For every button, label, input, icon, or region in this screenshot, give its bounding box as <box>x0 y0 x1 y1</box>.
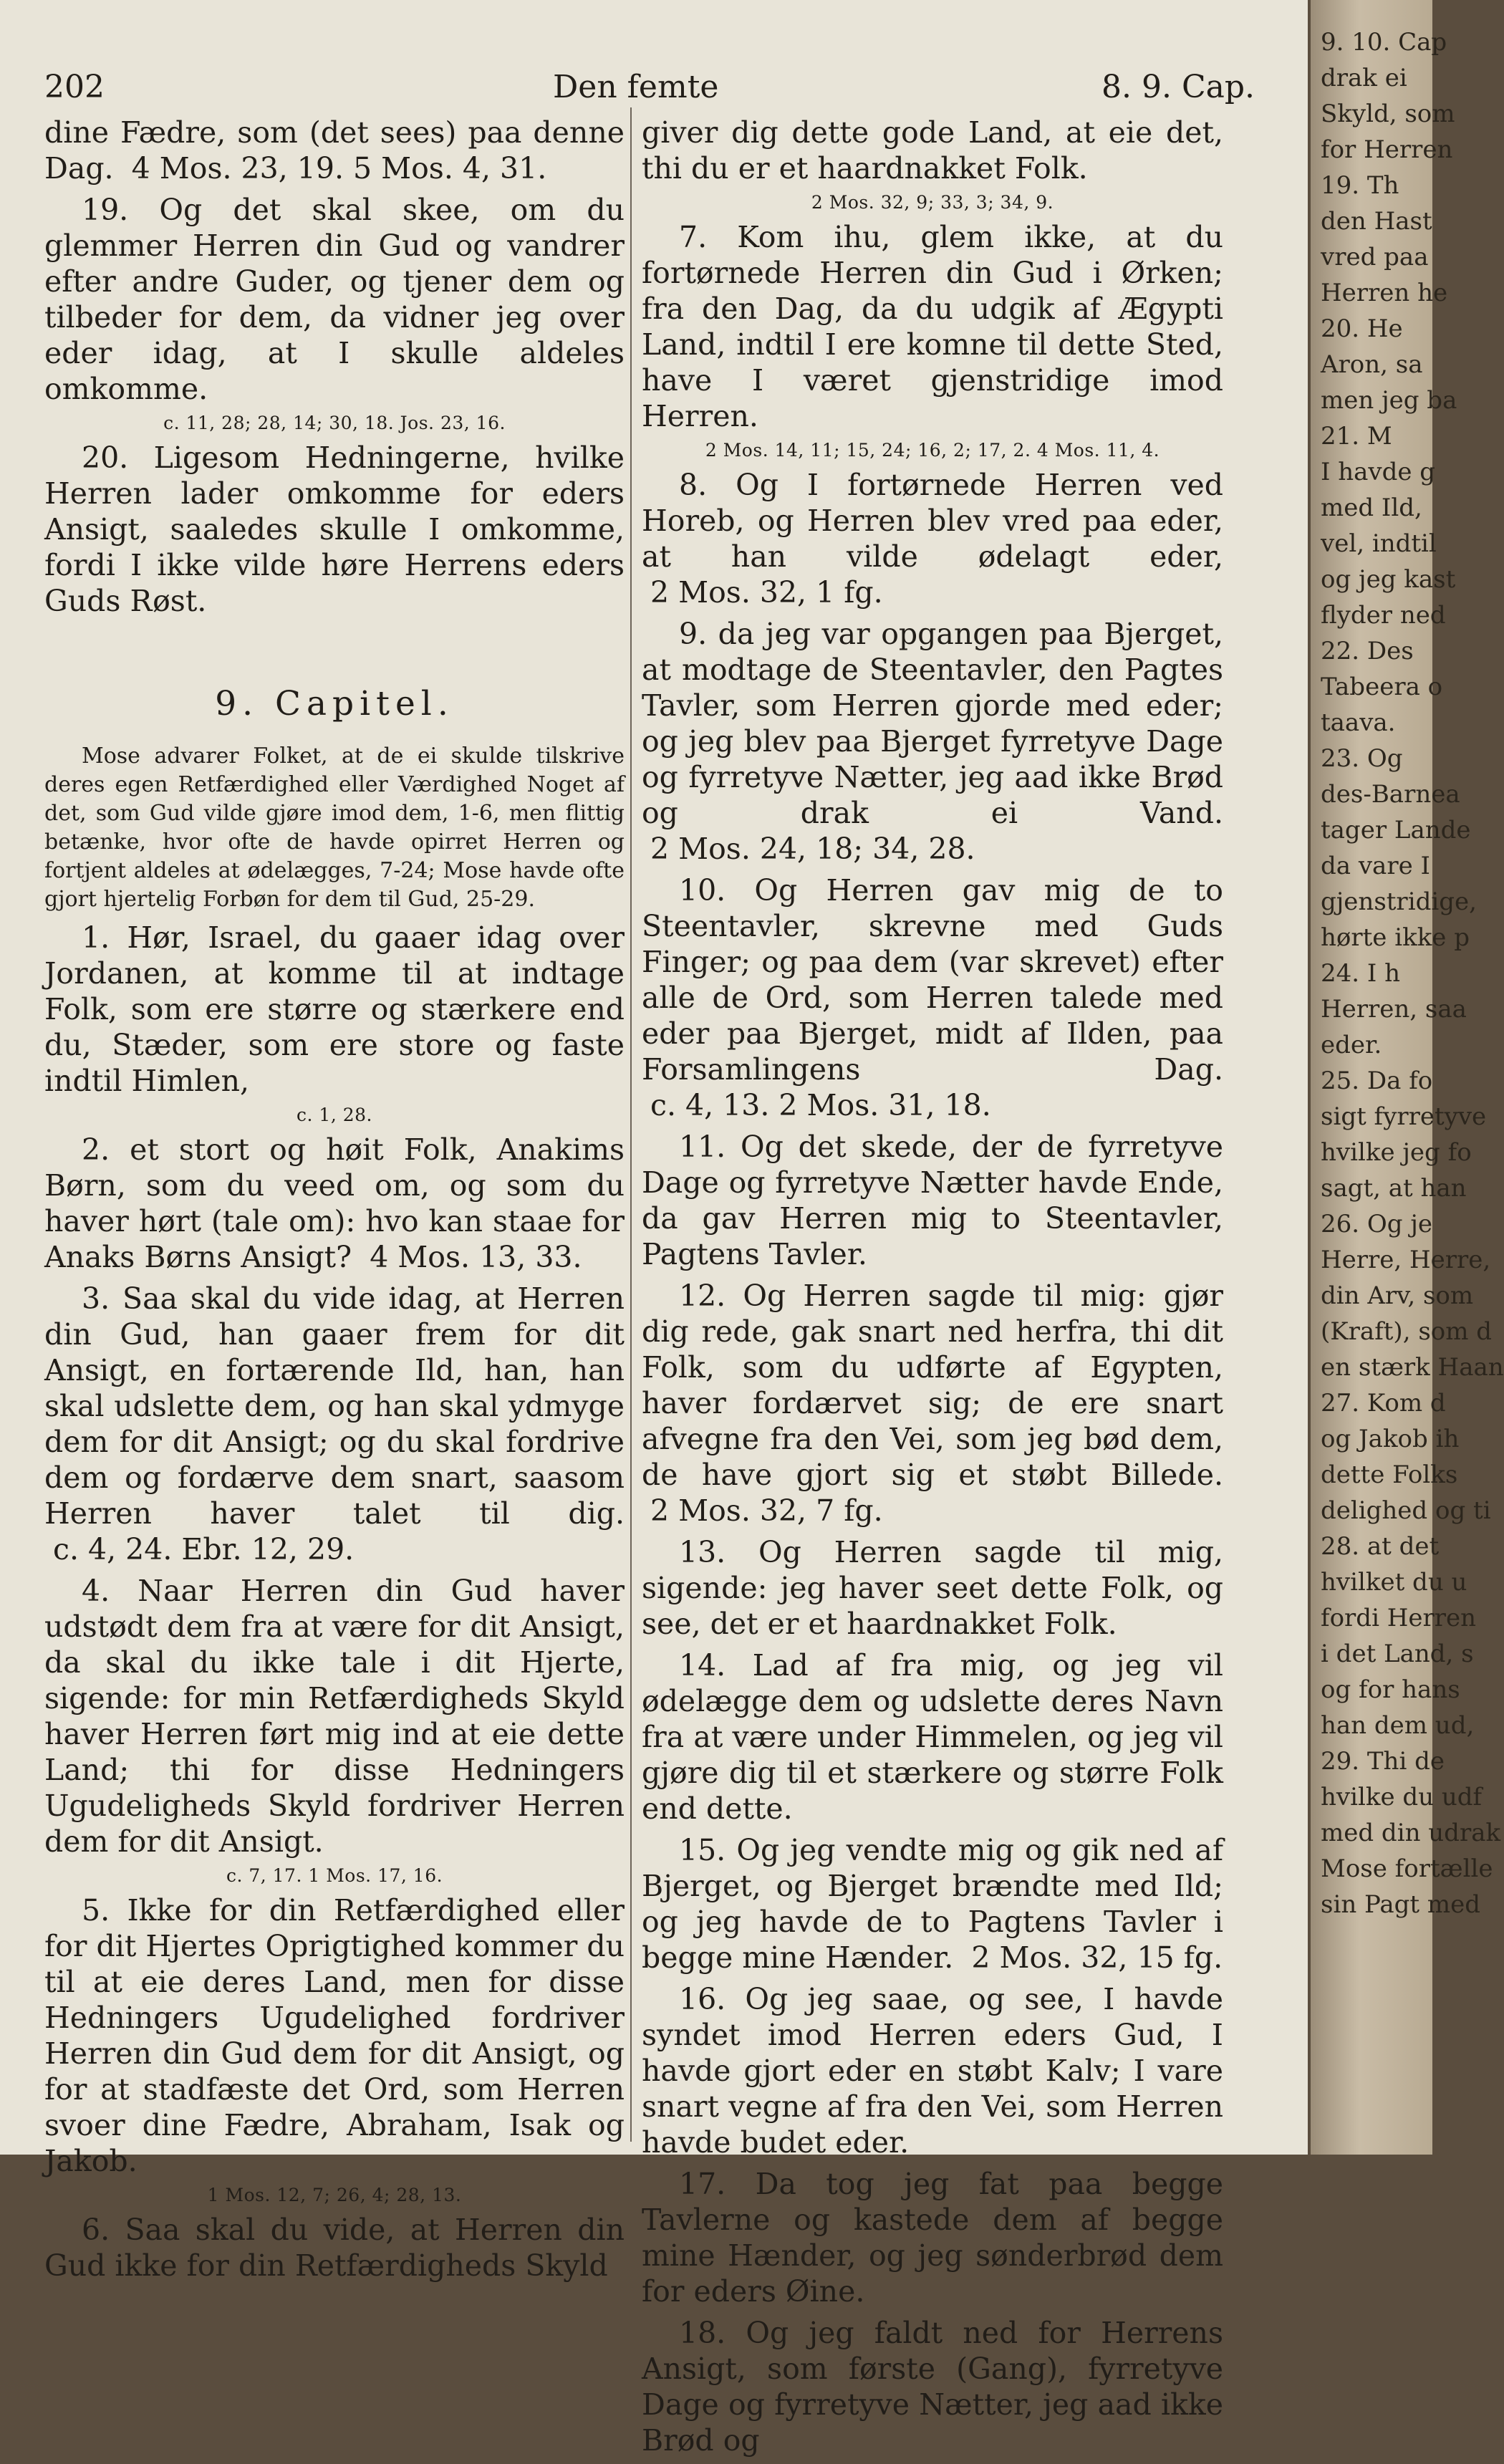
facing-page-line: gjenstridige, <box>1321 887 1477 916</box>
facing-page-line: 19. Th <box>1321 171 1399 200</box>
cross-reference: c. 4, 24. Ebr. 12, 29. <box>53 1532 355 1567</box>
facing-page-line: (Kraft), som d <box>1321 1317 1493 1346</box>
verse-text: 18. Og jeg faldt ned for Herrens Ansigt, som første (Gang), fyrretyve Dage og fyrretyve Nætter, jeg aad ikke Brød og <box>642 2316 1223 2458</box>
facing-page-line: Mose fortælle <box>1321 1854 1493 1883</box>
verse-11 <box>642 1129 1223 1272</box>
facing-page-line: Herre, Herre, <box>1321 1246 1491 1274</box>
verse-text: 12. Og Herren sagde til mig: gjør dig rede, gak snart ned herfra, thi dit Folk, som du udførte af Egypten, haver fordærvet sig; de ere snart afvegne fra den Vei, som jeg bød dem, de have gjort sig et støbt Billede. <box>642 1279 1223 1492</box>
facing-page-line: 26. Og je <box>1321 1210 1432 1238</box>
facing-page-line: hvilket du u <box>1321 1568 1467 1597</box>
facing-page-line: sagt, at han <box>1321 1174 1467 1203</box>
facing-page-line: 23. Og <box>1321 744 1403 773</box>
facing-page-line: og for hans <box>1321 1675 1460 1704</box>
verse-text: dine Fædre, som (det sees) paa denne Dag. <box>44 115 625 186</box>
cross-reference: 2 Mos. 32, 7 fg. <box>650 1493 883 1528</box>
facing-page-line: i det Land, s <box>1321 1640 1474 1668</box>
facing-page-line: og jeg kast <box>1321 565 1456 594</box>
verse-8 <box>642 467 1223 610</box>
verse-text: 2. et stort og høit Folk, Anakims Børn, som du veed om, og som du haver hørt (tale om): hvo kan staae for Anaks Børns Ansigt? <box>44 1132 625 1274</box>
facing-page-line: 25. Da fo <box>1321 1067 1433 1095</box>
verse-text: 13. Og Herren sagde til mig, sigende: jeg haver seet dette Folk, og see, det er et haardnakket Folk. <box>642 1535 1223 1641</box>
facing-page-line: da vare I <box>1321 852 1430 880</box>
verse-text: 9. da jeg var opgangen paa Bjerget, at modtage de Steentavler, den Pagtes Tavler, som Herren gjorde med eder; og jeg blev paa Bjerget fyrretyve Dage og fyrretyve Nætter, jeg aad ikke Brød og drak ei Vand. <box>642 617 1223 830</box>
verse-text: 20. Ligesom Hedningerne, hvilke Herren lader omkomme for eders Ansigt, saaledes skulle I omkomme, fordi I ikke vilde høre Herrens eders Guds Røst. <box>44 441 625 618</box>
facing-page-line: 20. He <box>1321 314 1403 343</box>
facing-page-line: flyder ned <box>1321 601 1446 630</box>
verse-paragraph <box>642 115 1223 186</box>
facing-page-line: Aron, sa <box>1321 350 1423 379</box>
facing-page-line: vel, indtil <box>1321 529 1437 558</box>
left-column <box>44 115 625 2289</box>
verse-6 <box>44 2212 625 2283</box>
facing-page-line: 27. Kom d <box>1321 1389 1446 1418</box>
cross-reference: c. 11, 28; 28, 14; 30, 18. Jos. 23, 16. <box>163 413 506 433</box>
verse-text: 11. Og det skede, der de fyrretyve Dage og fyrretyve Nætter havde Ende, da gav Herren mig to Steentavler, Pagtens Tavler. <box>642 1130 1223 1271</box>
verse-1 <box>44 920 625 1099</box>
cross-reference: 2 Mos. 24, 18; 34, 28. <box>650 832 975 866</box>
verse-paragraph <box>44 115 625 186</box>
cross-reference: 2 Mos. 32, 1 fg. <box>650 575 883 610</box>
facing-page-line: hørte ikke p <box>1321 923 1470 952</box>
cross-reference: 2 Mos. 14, 11; 15, 24; 16, 2; 17, 2. 4 Mos. 11, 4. <box>705 440 1160 461</box>
facing-page-line: tager Lande <box>1321 816 1471 844</box>
verse-5 <box>44 1892 625 2179</box>
running-head <box>44 69 1255 112</box>
verse-text: giver dig dette gode Land, at eie det, thi du er et haardnakket Folk. <box>642 115 1223 186</box>
verse-13 <box>642 1534 1223 1642</box>
cross-reference: 4 Mos. 13, 33. <box>370 1240 582 1274</box>
cross-reference: c. 4, 13. 2 Mos. 31, 18. <box>650 1088 991 1122</box>
verse-text: 14. Lad af fra mig, og jeg vil ødelægge dem og udslette deres Navn fra at være under Himmelen, og jeg vil gjøre dig til et stærkere og større Folk end dette. <box>642 1648 1223 1826</box>
verse-4 <box>44 1573 625 1859</box>
verse-text: 19. Og det skal skee, om du glemmer Herren din Gud og vandrer efter andre Guder, og tjener dem og tilbeder for dem, da vidner jeg over eder idag, at I skulle aldeles omkomme. <box>44 193 625 406</box>
facing-page-line: vred paa <box>1321 243 1429 271</box>
facing-page-line: han dem ud, <box>1321 1711 1475 1740</box>
page-number: 202 <box>44 69 105 105</box>
verse-20 <box>44 440 625 619</box>
facing-page-line: dette Folks <box>1321 1460 1458 1489</box>
verse-text: 17. Da tog jeg fat paa begge Tavlerne og kastede dem af begge mine Hænder, og jeg sønderbrød dem for eders Øine. <box>642 2167 1223 2309</box>
verse-2 <box>44 1132 625 1275</box>
facing-page-line: eder. <box>1321 1031 1382 1059</box>
facing-page-line: din Arv, som <box>1321 1281 1474 1310</box>
facing-page-line: 28. at det <box>1321 1532 1440 1561</box>
verse-text: 6. Saa skal du vide, at Herren din Gud ikke for din Retfærdigheds Skyld <box>44 2213 625 2283</box>
verse-text: 16. Og jeg saae, og see, I havde syndet imod Herren eders Gud, I havde gjort eder en støbt Kalv; I vare snart vegne af fra den Vei, som Herren havde budet eder. <box>642 1982 1223 2160</box>
cross-reference: 4 Mos. 23, 19. 5 Mos. 4, 31. <box>131 151 547 186</box>
verse-text: 8. Og I fortørnede Herren ved Horeb, og Herren blev vred paa eder, at han vilde ødelagt eder, <box>642 468 1223 574</box>
verse-text: 3. Saa skal du vide idag, at Herren din Gud, han gaaer frem for dit Ansigt, en fortærende Ild, han, han skal udslette dem, og han skal ydmyge dem for dit Ansigt; og du skal fordrive dem og fordærve dem snart, saasom Herren haver talet til dig. <box>44 1281 625 1531</box>
facing-page-line: hvilke du udf <box>1321 1783 1483 1811</box>
facing-page-line: sigt fyrretyve <box>1321 1102 1487 1131</box>
facing-page-line: 21. M <box>1321 422 1392 451</box>
facing-page-line: den Hast <box>1321 207 1432 236</box>
cross-reference: c. 1, 28. <box>297 1105 372 1125</box>
verse-17 <box>642 2166 1223 2309</box>
verse-19 <box>44 192 625 407</box>
right-column <box>642 115 1223 2464</box>
facing-page-line: 29. Thi de <box>1321 1747 1445 1776</box>
cross-reference: 1 Mos. 12, 7; 26, 4; 28, 13. <box>207 2185 462 2205</box>
verse-18 <box>642 2315 1223 2458</box>
facing-page-line: Tabeera o <box>1321 673 1443 701</box>
facing-page-line: delighed og ti <box>1321 1496 1491 1525</box>
facing-page-line: 22. Des <box>1321 637 1414 665</box>
verse-14 <box>642 1647 1223 1827</box>
verse-3 <box>44 1281 625 1567</box>
verse-text: 10. Og Herren gav mig de to Steentavler, skrevne med Guds Finger; og paa dem (var skrevet) efter alle de Ord, som Herren talede med eder paa Bjerget, midt af Ilden, paa Forsamlingens Dag. <box>642 873 1223 1087</box>
facing-page-line: og Jakob ih <box>1321 1425 1460 1453</box>
facing-page-edge <box>1311 0 1504 2155</box>
facing-page-line: Herren, saa <box>1321 995 1467 1024</box>
chapter-summary: Mose advarer Folket, at de ei skulde tilskrive deres egen Retfærdighed eller Værdighed Noget af det, som Gud vilde gjøre imod dem, 1-6, men flittig betænke, hvor ofte de havde opirret Herren og fortjent aldeles at ødelægges, 7-24; Mose havde ofte gjort hjertelig Forbøn for dem til Gud, 25-29. <box>44 743 625 912</box>
facing-page-line: Herren he <box>1321 279 1448 307</box>
verse-12 <box>642 1278 1223 1529</box>
cross-reference: 2 Mos. 32, 15 fg. <box>971 1940 1223 1975</box>
verse-text: 5. Ikke for din Retfærdighed eller for dit Hjertes Oprigtighed kommer du til at eie deres Land, men for disse Hedningers Ugudelighed fordriver Herren din Gud dem for dit Ansigt, og for at stadfæste det Ord, som Herren svoer dine Fædre, Abraham, Isak og Jakob. <box>44 1893 625 2178</box>
verse-text: 4. Naar Herren din Gud haver udstødt dem fra at være for dit Ansigt, da skal du ikke tale i dit Hjerte, sigende: for min Retfærdigheds Skyld haver Herren ført mig ind at eie dette Land; thi for disse Hedningers Ugudeligheds Skyld fordriver Herren dem for dit Ansigt. <box>44 1574 625 1859</box>
cross-reference: 2 Mos. 32, 9; 33, 3; 34, 9. <box>811 192 1054 213</box>
facing-page-line: 9. 10. Cap <box>1321 28 1447 57</box>
verse-9 <box>642 616 1223 867</box>
verse-text: 7. Kom ihu, glem ikke, at du fortørnede Herren din Gud i Ørken; fra den Dag, da du udgik af Ægypti Land, indtil I ere komne til dette Sted, have I været gjenstridige imod Herren. <box>642 220 1223 433</box>
facing-page-line: drak ei <box>1321 64 1407 92</box>
facing-page-line: fordi Herren <box>1321 1604 1477 1632</box>
verse-10 <box>642 872 1223 1123</box>
verse-text: 1. Hør, Israel, du gaaer idag over Jordanen, at komme til at indtage Folk, som ere større og stærkere end du, Stæder, som ere store og faste indtil Himlen, <box>44 920 625 1098</box>
verse-7 <box>642 219 1223 434</box>
verse-text: 15. Og jeg vendte mig og gik ned af Bjerget, og Bjerget brændte med Ild; og jeg havde de to Pagtens Tavler i begge mine Hænder. <box>642 1833 1223 1975</box>
column-rule <box>630 107 632 2142</box>
facing-page-line: 24. I h <box>1321 959 1401 988</box>
facing-page-line: hvilke jeg fo <box>1321 1138 1472 1167</box>
facing-page-line: en stærk Haan <box>1321 1353 1504 1382</box>
chapter-heading: 9. Capitel. <box>215 684 454 723</box>
chapter-reference: 8. 9. Cap. <box>1102 69 1255 105</box>
facing-page-line: med Ild, <box>1321 494 1422 522</box>
facing-page-line: I havde g <box>1321 458 1436 486</box>
running-title: Den femte <box>553 69 719 105</box>
verse-16 <box>642 1981 1223 2160</box>
facing-page-lines <box>1311 0 1504 1922</box>
facing-page-line: med din udrak <box>1321 1819 1501 1847</box>
facing-page-line: taava. <box>1321 708 1396 737</box>
cross-reference: c. 7, 17. 1 Mos. 17, 16. <box>226 1865 443 1886</box>
facing-page-line: sin Pagt med <box>1321 1890 1481 1919</box>
facing-page-line: des-Barnea <box>1321 780 1460 809</box>
verse-15 <box>642 1832 1223 1975</box>
facing-page-line: for Herren <box>1321 135 1453 164</box>
facing-page-line: men jeg ba <box>1321 386 1457 415</box>
facing-page-line: Skyld, som <box>1321 100 1455 128</box>
